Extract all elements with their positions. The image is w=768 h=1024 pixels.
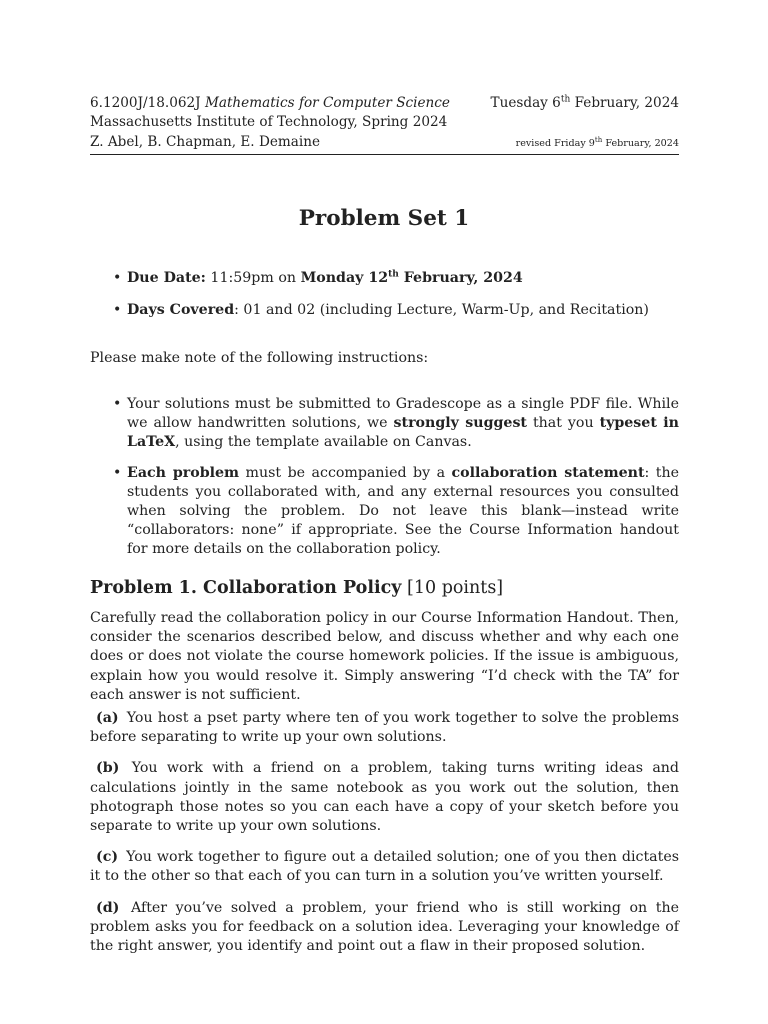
problem-points: [10 points]	[407, 578, 504, 598]
part-text: You work together to figure out a detailed solution; one of you then dictates it to the other so that each of you can turn in a solution you’ve written yourself.	[90, 849, 679, 885]
problem-intro: Carefully read the collaboration policy in our Course Information Handout. Then, consider the scenarios described below, and discuss whether and why each one does or does not violate the course homework policies. If the issue is ambiguous, explain how you would resolve it. Simply answering “I’d check with the TA” for each answer is not sufficient.	[90, 610, 679, 703]
page-title: Problem Set 1	[298, 206, 470, 231]
header-row-3	[90, 133, 679, 153]
problem-title: Problem 1. Collaboration Policy	[90, 578, 402, 598]
part-text: You host a pset party where ten of you work together to solve the problems before separating to write up your own solutions.	[90, 710, 679, 746]
problem-part	[90, 848, 679, 886]
part-label: (a)	[96, 710, 119, 726]
part-label: (d)	[96, 899, 120, 916]
problem-part	[90, 709, 679, 747]
part-text: You work with a friend on a problem, taking turns writing ideas and calculations jointly in the same notebook as you work out the solution, then photograph those notes so you can each have a copy of your sketch before you separate to write up your own solutions.	[90, 760, 679, 835]
instruction-item: • Each problem must be accompanied by a collaboration statement: the students you collaborated with, and any external resources you consulted when solving the problem. Do not leave this blank—instead write “collaborators: none” if appropriate. See the Course Information handout for more details on the collaboration policy.	[113, 464, 679, 558]
assignment-meta	[113, 268, 687, 332]
header-row-1	[90, 94, 679, 113]
instructions-intro: Please make note of the following instructions:	[90, 350, 429, 366]
header-row-2	[90, 113, 679, 132]
course-line	[90, 94, 450, 113]
institution: Massachusetts Institute of Technology, Spring 2024	[90, 114, 448, 131]
instructions-list	[113, 395, 679, 571]
problem-part	[90, 759, 679, 836]
bullet-icon: •	[113, 464, 122, 481]
problem-parts	[90, 709, 679, 968]
bullet-icon: •	[113, 302, 122, 318]
days-label: Days Covered	[127, 302, 235, 318]
due-time: 11:59pm on	[210, 270, 297, 286]
due-date: Monday 12th February, 2024	[300, 269, 523, 286]
issue-date: Tuesday 6th February, 2024	[490, 94, 679, 111]
part-text: After you’ve solved a problem, your friend who is still working on the problem asks you for feedback on a solution idea. Leveraging your knowledge of the right answer, you identify and point out a flaw in their proposed solution.	[90, 899, 679, 955]
days-text: : 01 and 02 (including Lecture, Warm-Up, and Recitation)	[234, 302, 649, 318]
due-date-item	[113, 268, 687, 288]
bullet-icon: •	[113, 396, 122, 412]
header-rule	[90, 154, 679, 155]
days-covered-item	[113, 300, 687, 320]
problem-part	[90, 899, 679, 957]
instruction-item: • Your solutions must be submitted to Gradescope as a single PDF file. While we allow handwritten solutions, we strongly suggest that you typeset in LaTeX, using the template available on Canvas.	[113, 396, 679, 451]
authors: Z. Abel, B. Chapman, E. Demaine	[90, 133, 321, 150]
course-code: 6.1200J/18.062J	[90, 95, 201, 111]
part-label: (b)	[96, 760, 120, 777]
due-label: Due Date:	[127, 270, 206, 286]
course-title: Mathematics for Computer Science	[204, 95, 450, 111]
bullet-icon: •	[113, 270, 122, 286]
problem-heading	[90, 578, 503, 598]
revised-date: revised Friday 9th February, 2024	[515, 135, 679, 149]
part-label: (c)	[96, 849, 119, 866]
document-header	[90, 94, 679, 153]
